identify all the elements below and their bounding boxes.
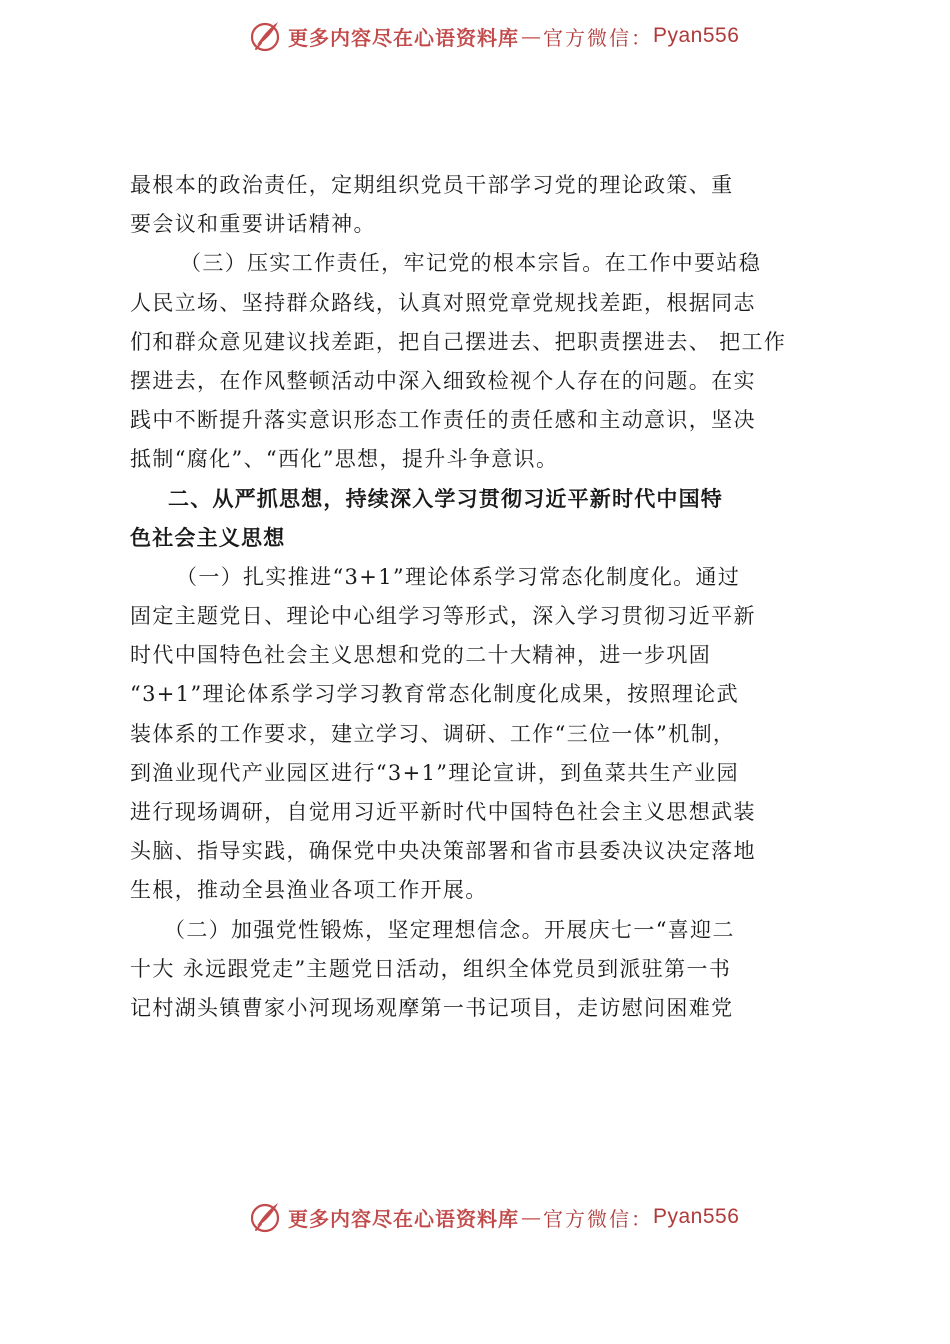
paragraph-line: 践中不断提升落实意识形态工作责任的责任感和主动意识，坚决	[130, 408, 756, 433]
section-heading: 二、从严抓思想，持续深入学习贯彻习近平新时代中国特	[168, 486, 723, 511]
watermark-separator: —	[521, 24, 541, 48]
paragraph-line: 到渔业现代产业园区进行“3+1”理论宣讲，到鱼菜共生产业园	[130, 760, 739, 785]
quill-logo-icon	[248, 19, 282, 53]
paragraph-line: 记村湖头镇曹家小河现场观摩第一书记项目，走访慰问困难党	[130, 995, 734, 1020]
watermark-label: 官方微信：	[543, 1206, 653, 1231]
paragraph-line: （二）加强党性锻炼，坚定理想信念。开展庆七一“喜迎二	[164, 917, 735, 942]
paragraph-line: （三）压实工作责任，牢记党的根本宗旨。在工作中要站稳	[180, 251, 762, 276]
paragraph-line: 头脑、指导实践，确保党中央决策部署和省市县委决议决定落地	[130, 839, 756, 864]
paragraph-line: 十大 永远跟党走”主题党日活动，组织全体党员到派驻第一书	[130, 956, 732, 981]
paragraph-line: 最根本的政治责任，定期组织党员干部学习党的理论政策、重	[130, 173, 734, 197]
paragraph-line: 进行现场调研，自觉用习近平新时代中国特色社会主义思想武装	[130, 800, 756, 824]
paragraph-line: “3+1”理论体系学习学习教育常态化制度化成果，按照理论武	[130, 682, 739, 707]
paragraph-line: 时代中国特色社会主义思想和党的二十大精神，进一步巩固	[130, 643, 712, 668]
watermark-brand-text: 更多内容尽在心语资料库	[288, 1206, 519, 1231]
watermark-wechat-id: Pyan556	[653, 24, 740, 47]
quill-logo-icon	[248, 1200, 282, 1234]
paragraph-line: 们和群众意见建议找差距，把自己摆进去、把职责摆进去、 把工作	[130, 329, 787, 354]
watermark-brand-text: 更多内容尽在心语资料库	[288, 25, 519, 50]
paragraph-line: 生根，推动全县渔业各项工作开展。	[130, 878, 488, 903]
section-heading: 色社会主义思想	[130, 525, 286, 550]
watermark-wechat-id: Pyan556	[653, 1205, 740, 1228]
paragraph-line: 固定主题党日、理论中心组学习等形式，深入学习贯彻习近平新	[130, 604, 756, 629]
watermark-header	[248, 16, 739, 56]
watermark-separator: —	[521, 1205, 541, 1229]
document-body	[128, 166, 858, 1028]
paragraph-line: 摆进去，在作风整顿活动中深入细致检视个人存在的问题。在实	[130, 368, 756, 393]
paragraph-line: （一）扎实推进“3+1”理论体系学习常态化制度化。通过	[176, 564, 741, 589]
watermark-footer	[248, 1197, 739, 1237]
paragraph-line: 要会议和重要讲话精神。	[130, 212, 376, 237]
watermark-label: 官方微信：	[543, 25, 653, 50]
paragraph-line: 装体系的工作要求，建立学习、调研、工作“三位一体”机制，	[130, 721, 736, 746]
paragraph-line: 人民立场、坚持群众路线，认真对照党章党规找差距，根据同志	[130, 290, 756, 315]
paragraph-line: 抵制“腐化”、“西化”思想，提升斗争意识。	[130, 447, 559, 472]
